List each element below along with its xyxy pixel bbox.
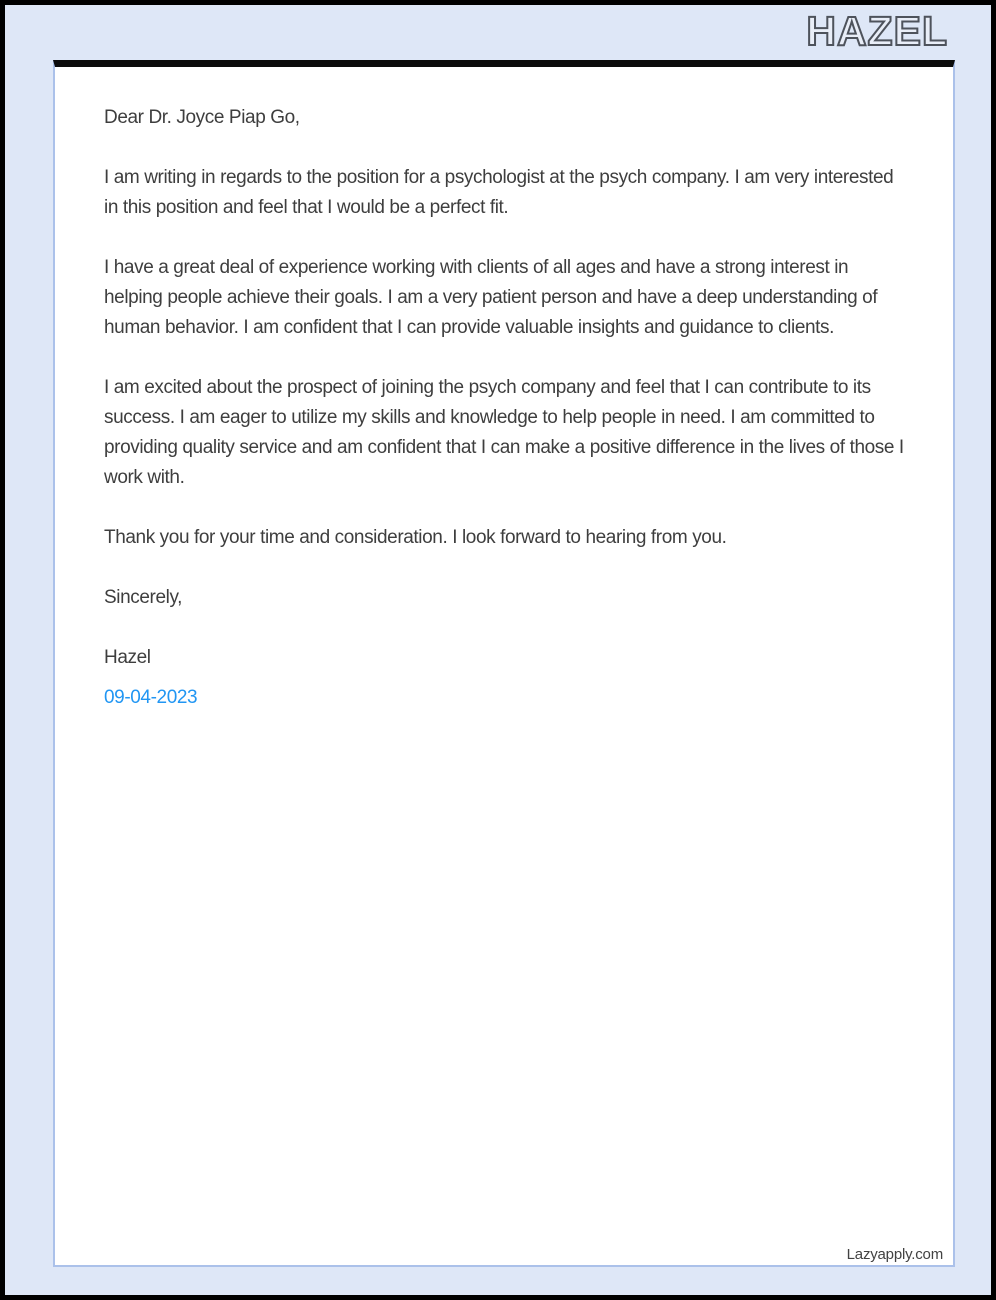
cover-letter-document xyxy=(53,60,955,1267)
watermark: Lazyapply.com xyxy=(846,1246,943,1263)
body-paragraph: I am excited about the prospect of joining the psych company and feel that I can contribute to its success. I am eager to utilize my skills and knowledge to help people in need. I am committed to providing quality service and am confident that I can make a positive difference in the lives of those I work with. xyxy=(104,377,904,488)
brand-logo xyxy=(806,7,948,55)
body-paragraph: I have a great deal of experience working with clients of all ages and have a strong interest in helping people achieve their goals. I am a very patient person and have a deep understanding of human behavior. I am confident that I can provide valuable insights and guidance to clients. xyxy=(104,257,878,338)
letter-date: 09-04-2023 xyxy=(104,687,198,708)
closing: Sincerely, xyxy=(104,587,183,608)
body-paragraph: Thank you for your time and consideration. I look forward to hearing from you. xyxy=(104,527,727,548)
salutation: Dear Dr. Joyce Piap Go, xyxy=(104,107,300,128)
brand-logo-text: HAZEL xyxy=(806,8,948,54)
body-paragraph: I am writing in regards to the position for a psychologist at the psych company. I am very interested in this position and feel that I would be a perfect fit. xyxy=(104,167,894,218)
signature-name: Hazel xyxy=(104,647,151,668)
